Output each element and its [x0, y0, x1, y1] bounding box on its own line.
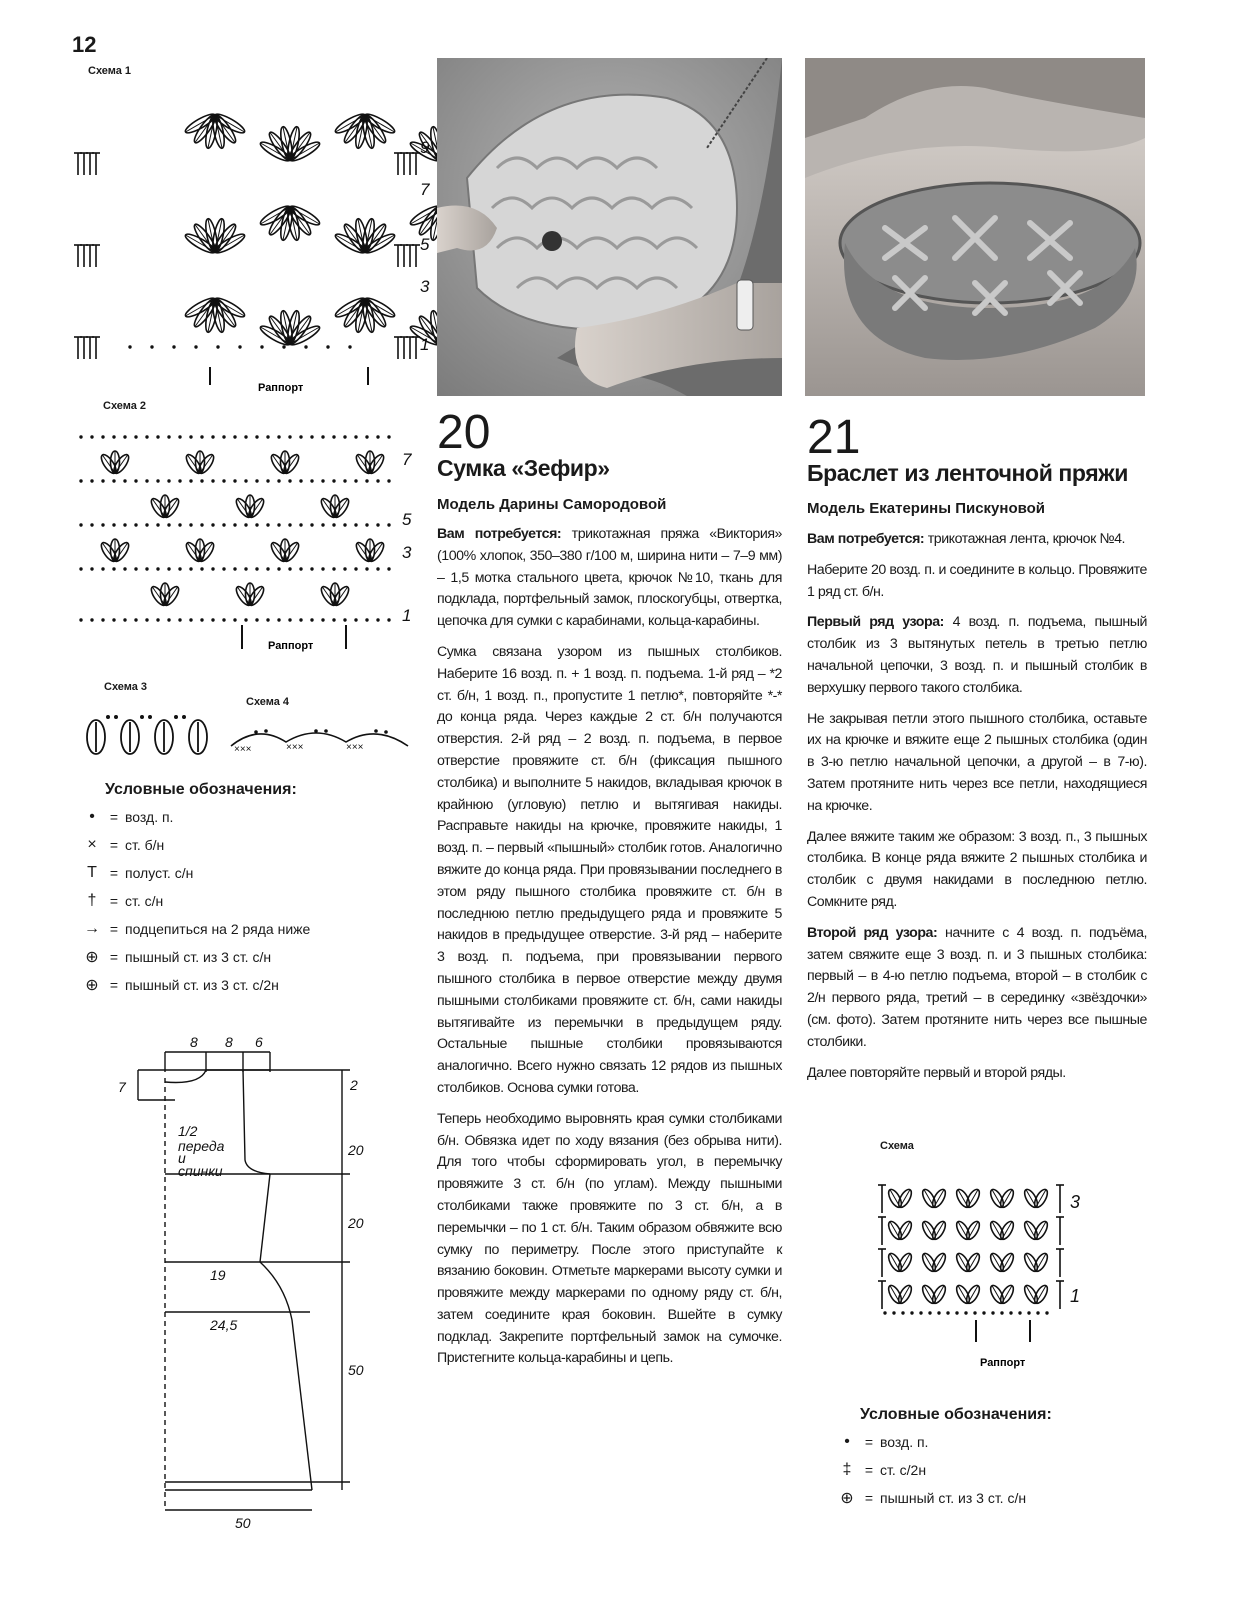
hook-two-rows-icon: → [84, 920, 100, 937]
svg-text:×××: ××× [346, 742, 364, 753]
pattern-label-4: спинки [178, 1163, 223, 1179]
schema2-rapport: Раппорт [268, 640, 314, 652]
bag-photo-art [437, 58, 782, 396]
schema3-label: Схема 3 [104, 681, 148, 693]
item21-row2 [807, 923, 1147, 1054]
schema1-row-5: 5 [420, 235, 430, 254]
right-legend-item: • = возд. п. [836, 1428, 1026, 1456]
item20-body [437, 524, 782, 1379]
item21-title: Браслет из ленточной пряжи [807, 460, 1128, 486]
legend-text: полуст. с/н [125, 865, 194, 881]
schema4-label: Схема 4 [246, 696, 290, 708]
bracelet-photo [805, 58, 1145, 396]
legend-text: пышный ст. из 3 ст. с/н [880, 1490, 1027, 1506]
schema4-diagram [226, 718, 416, 758]
svg-text:×××: ××× [234, 744, 252, 755]
legend-text: подцепиться на 2 ряда ниже [125, 921, 311, 937]
right-legend-title: Условные обозначения: [860, 1406, 1052, 1423]
schema2-row-7: 7 [402, 450, 412, 469]
schema1-rapport: Раппорт [258, 382, 304, 394]
dim-top-2: 8 [225, 1034, 233, 1050]
legend-text: возд. п. [880, 1434, 929, 1450]
item21-para3: Не закрывая петли этого пышного столбика, оставьте их на крючке и вяжите еще 2 пышных столбика (один в 3-ю петлю начальной цепочки, а другой – в 7-ю). Затем протяните нить через все петли, находящиеся на крючке. [807, 710, 1147, 814]
schema1-diagram [70, 85, 440, 395]
left-legend [81, 803, 310, 999]
item21-needs [807, 529, 1147, 551]
left-legend-item: ⊕ = пышный ст. из 3 ст. с/н [81, 943, 310, 971]
item21-author: Модель Екатерины Пискуновой [807, 500, 1046, 517]
puff-3tr-icon: ⊕ [85, 977, 99, 994]
schema2-row-3: 3 [402, 543, 412, 562]
dim-bottom-50: 50 [235, 1515, 251, 1531]
schema1-row-9: 9 [420, 138, 430, 157]
schema2-row-1: 1 [402, 606, 412, 625]
schema2-diagram [75, 425, 425, 655]
item20-author: Модель Дарины Самородовой [437, 496, 667, 513]
item21-row1 [807, 612, 1147, 699]
legend-text: пышный ст. из 3 ст. с/2н [125, 977, 279, 993]
legend-text: возд. п. [125, 809, 174, 825]
dim-right-20a: 20 [348, 1142, 364, 1158]
dim-top-3: 6 [255, 1034, 263, 1050]
left-legend-item: † = ст. с/н [81, 887, 310, 915]
puff-3dc-icon: ⊕ [85, 949, 99, 966]
dim-inner-19: 19 [210, 1267, 226, 1283]
dim-right-50: 50 [348, 1362, 364, 1378]
double-treble-icon: ‡ [842, 1461, 852, 1478]
page-number: 12 [72, 32, 97, 57]
item20-needs-text: трикотажная пряжа «Виктория» (100% хлопок, 350–380 г/100 м, ширина нити – 7–9 мм) – 1,5 мотка стального цвета, крючок №10, ткань для подклада, портфельный замок, плоскогубцы, отвертка, цепочка для сумки с карабинами, кольца-карабины. [437, 526, 782, 630]
pattern-label-3: и [178, 1150, 186, 1166]
left-legend-item: ⊕ = пышный ст. из 3 ст. с/2н [81, 971, 310, 999]
schema3-diagram [80, 705, 220, 760]
puff-3dc-icon: ⊕ [840, 1490, 854, 1507]
chain-dot-icon: • [89, 808, 95, 825]
left-legend-item: • = возд. п. [81, 803, 310, 831]
left-legend-item: → = подцепиться на 2 ряда ниже [81, 915, 310, 943]
pattern-label-1: 1/2 [178, 1123, 198, 1139]
right-legend-item: ⊕ = пышный ст. из 3 ст. с/н [836, 1484, 1026, 1512]
bracelet-photo-art [805, 58, 1145, 396]
left-legend-title: Условные обозначения: [105, 781, 297, 798]
legend-text: пышный ст. из 3 ст. с/н [125, 949, 272, 965]
legend-text: ст. с/н [125, 893, 164, 909]
single-crochet-icon: × [87, 836, 97, 853]
svg-text:×××: ××× [286, 742, 304, 753]
pattern-label-2: переда [178, 1138, 225, 1154]
schema2-label: Схема 2 [103, 400, 147, 412]
item20-title: Сумка «Зефир» [437, 455, 610, 481]
item21-schema-label: Схема [880, 1140, 914, 1152]
left-legend-item: × = ст. б/н [81, 831, 310, 859]
chain-dot-icon: • [844, 1433, 850, 1450]
schema1-row-1: 1 [420, 335, 430, 354]
item20-needs [437, 524, 782, 633]
item21-para6: Далее повторяйте первый и второй ряды. [807, 1064, 1066, 1081]
garment-pattern [110, 1030, 390, 1540]
item20-number: 20 [437, 406, 491, 459]
schema1-label: Схема 1 [88, 65, 132, 77]
item21-schema-pattern [878, 1185, 1064, 1315]
item21-para4: Далее вяжите таким же образом: 3 возд. п., 3 пышных столбика. В конце ряда вяжите 2 пышных столбика и столбик с двумя накидами в последнюю петлю. Сомкните ряд. [807, 828, 1147, 910]
dim-left: 7 [118, 1079, 126, 1095]
right-legend-item: ‡ = ст. с/2н [836, 1456, 1026, 1484]
item21-row2-label: Второй ряд узора: [807, 924, 938, 941]
item21-needs-label: Вам потребуется: [807, 531, 925, 547]
item21-number: 21 [807, 411, 861, 464]
right-legend [836, 1428, 1026, 1512]
double-crochet-icon: † [87, 892, 97, 909]
item21-para1: Наберите 20 возд. п. и соедините в кольцо. Провяжите 1 ряд ст. б/н. [807, 561, 1147, 600]
item21-schema-row-1: 1 [1070, 1286, 1081, 1306]
item21-needs-text: трикотажная лента, крючок №4. [927, 531, 1126, 547]
item21-body [807, 529, 1147, 1093]
item20-needs-label: Вам потребуется: [437, 526, 562, 542]
dim-top-1: 8 [190, 1034, 198, 1050]
item21-row1-text: 4 возд. п. подъема, пышный столбик из 3 вытянутых петель в третью петлю начальной цепочки, 3 возд. п. и пышный столбик в верхушку первого такого столбика. [807, 614, 1147, 696]
schema1-row-7: 7 [420, 180, 430, 199]
legend-text: ст. с/2н [880, 1462, 927, 1478]
bag-photo [437, 58, 782, 396]
left-legend-item: T = полуст. с/н [81, 859, 310, 887]
item21-row1-label: Первый ряд узора: [807, 614, 944, 631]
item21-schema-row-3: 3 [1070, 1192, 1081, 1212]
item21-schema-diagram [870, 1170, 1100, 1375]
schema2-pattern [79, 435, 390, 621]
schema2-row-5: 5 [402, 510, 412, 529]
schema1-row-3: 3 [420, 277, 430, 296]
half-double-icon: T [87, 864, 97, 881]
dim-inner-245: 24,5 [210, 1317, 238, 1333]
item21-rapport: Раппорт [980, 1357, 1026, 1369]
dim-right-2: 2 [350, 1077, 358, 1093]
item20-para2: Сумка связана узором из пышных столбиков. Наберите 16 возд. п. + 1 возд. п. подъема. 1-й ряд – *2 ст. б/н, 1 возд. п., пропустите 1 петлю*, повторяйте *-* до конца ряда. Через каждые 2 ст. б/н получаются отверстия. 2-й ряд – 2 возд. п. подъема, в первое отверстие провяжите ст. б/н (фиксация пышного столбика) и выполните 5 накидов, вкладывая крючок в крайнюю (угловую) петлю и вытягивая накиды. Расправьте накиды на крючке, провяжите накиды, 1 возд. п. – первый «пышный» столбик готов. Аналогично вяжите до конца ряда. При провязывании последнего в этом ряду пышного столбика провяжите ст. б/н в последнюю петлю предыдущего ряда и провяжите 5 накидов в предыдущее отверстие. 3-й ряд – наберите 3 возд. п. подъема, при провязывании первого пышного столбика в первое отверстие между двумя пышными столбиками провяжите ст. б/н, сами накиды вытягивайте из перемычки в предыдущем ряду. Остальные пышные столбики провязываются аналогично. Всего нужно связать 12 рядов из пышных столбиков. Основа сумки готова. [437, 643, 782, 1096]
item21-row2-text: начните с 4 возд. п. подъёма, затем свяжите еще 3 возд. п. и 3 пышных столбика: первый – в 4-ю петлю подъема, второй – в столбик с 2/н первого ряда, третий – в серединку «звёздочки» (см. фото). Затем протяните нить через все пышные столбики. [807, 924, 1147, 1050]
dim-right-20b: 20 [348, 1215, 364, 1231]
schema1-pattern [74, 111, 440, 359]
item20-para3: Теперь необходимо выровнять края сумки столбиками б/н. Обвязка идет по ходу вязания (без обрыва нити). Для того чтобы сформировать угол, в перемычку провяжите 3 ст. б/н (по углам). Между пышными столбиками также провяжите по 3 ст. б/н, а в перемычки – по 1 ст. б/н. Таким образом обвяжите всю сумку по периметру. После этого приступайте к вязанию боковин. Отметьте маркерами высоту сумки и провяжите между маркерами по одному ряду ст. б/н, затем соедините края боковин. Вшейте в сумку подклад. Закрепите портфельный замок на сумочке. Пристегните кольца-карабины и цепь. [437, 1110, 782, 1367]
legend-text: ст. б/н [125, 837, 165, 853]
